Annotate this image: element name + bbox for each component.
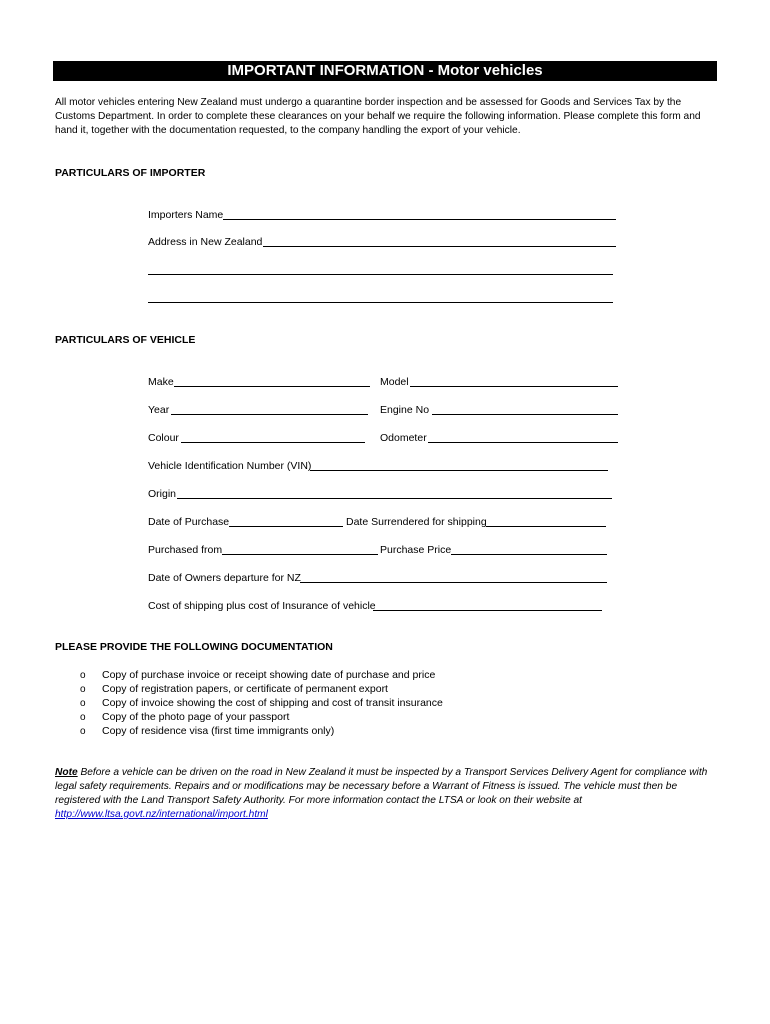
list-item	[80, 682, 443, 696]
odometer-field[interactable]	[428, 442, 618, 443]
vehicle-section-heading: PARTICULARS OF VEHICLE	[55, 334, 196, 346]
departure-field[interactable]	[300, 582, 607, 583]
list-item-text: Copy of registration papers, or certificate of permanent export	[102, 683, 388, 695]
list-item	[80, 710, 443, 724]
bullet-icon: o	[80, 712, 86, 723]
colour-field[interactable]	[181, 442, 365, 443]
importer-section-heading: PARTICULARS OF IMPORTER	[55, 167, 206, 179]
model-field[interactable]	[410, 386, 618, 387]
address-field-line-2[interactable]	[148, 274, 613, 275]
purchase-price-label: Purchase Price	[380, 544, 452, 556]
address-field-line-3[interactable]	[148, 302, 613, 303]
documentation-list	[80, 668, 443, 738]
date-purchase-field[interactable]	[229, 526, 343, 527]
shipping-cost-label: Cost of shipping plus cost of Insurance of vehicle	[148, 600, 376, 612]
colour-label: Colour	[148, 432, 179, 444]
list-item	[80, 724, 443, 738]
engine-field[interactable]	[432, 414, 618, 415]
note-text: Before a vehicle can be driven on the road in New Zealand it must be inspected by a Transport Services Delivery Agent for compliance with legal safety requirements. Repairs and or modifications may be necessary before a Warrant of Fitness is issued. The vehicle must then be registered with the Land Transport Safety Authority. For more information contact the LTSA or look on their website at	[55, 767, 708, 806]
purchased-from-label: Purchased from	[148, 544, 223, 556]
list-item-text: Copy of the photo page of your passport	[102, 711, 290, 723]
date-surrendered-label: Date Surrendered for shipping	[346, 516, 487, 528]
origin-label: Origin	[148, 488, 177, 500]
date-purchase-label: Date of Purchase	[148, 516, 230, 528]
list-item-text: Copy of purchase invoice or receipt showing date of purchase and price	[102, 669, 436, 681]
vin-field[interactable]	[310, 470, 608, 471]
origin-field[interactable]	[177, 498, 612, 499]
list-item	[80, 696, 443, 710]
make-label: Make	[148, 376, 174, 388]
odometer-label: Odometer	[380, 432, 427, 444]
year-label: Year	[148, 404, 170, 416]
note-paragraph	[55, 766, 715, 822]
intro-paragraph: All motor vehicles entering New Zealand must undergo a quarantine border inspection and be assessed for Goods and Services Tax by the Customs Department. In order to complete these clearances on your behalf we require the following information. Please complete this form and hand it, together with the documentation requested, to the company handling the export of your vehicle.	[55, 97, 701, 136]
vin-label: Vehicle Identification Number (VIN)	[148, 460, 312, 472]
make-field[interactable]	[174, 386, 370, 387]
list-item-text: Copy of invoice showing the cost of shipping and cost of transit insurance	[102, 697, 443, 709]
address-field-line-1[interactable]	[263, 246, 616, 247]
note-label: Note	[55, 767, 78, 778]
address-label: Address in New Zealand	[148, 236, 263, 248]
purchase-price-field[interactable]	[451, 554, 607, 555]
list-item	[80, 668, 443, 682]
importer-name-label: Importers Name	[148, 209, 224, 221]
date-surrendered-field[interactable]	[486, 526, 606, 527]
model-label: Model	[380, 376, 409, 388]
importer-name-field[interactable]	[223, 219, 616, 220]
list-item-text: Copy of residence visa (first time immigrants only)	[102, 725, 335, 737]
ltsa-link[interactable]: http://www.ltsa.govt.nz/international/import.html	[55, 809, 268, 820]
shipping-cost-field[interactable]	[373, 610, 602, 611]
bullet-icon: o	[80, 684, 86, 695]
year-field[interactable]	[171, 414, 368, 415]
purchased-from-field[interactable]	[222, 554, 378, 555]
documentation-section-heading: PLEASE PROVIDE THE FOLLOWING DOCUMENTATION	[55, 641, 333, 653]
departure-label: Date of Owners departure for NZ	[148, 572, 301, 584]
bullet-icon: o	[80, 698, 86, 709]
engine-label: Engine No	[380, 404, 430, 416]
bullet-icon: o	[80, 726, 86, 737]
page-title: IMPORTANT INFORMATION - Motor vehicles	[53, 61, 717, 81]
bullet-icon: o	[80, 670, 86, 681]
